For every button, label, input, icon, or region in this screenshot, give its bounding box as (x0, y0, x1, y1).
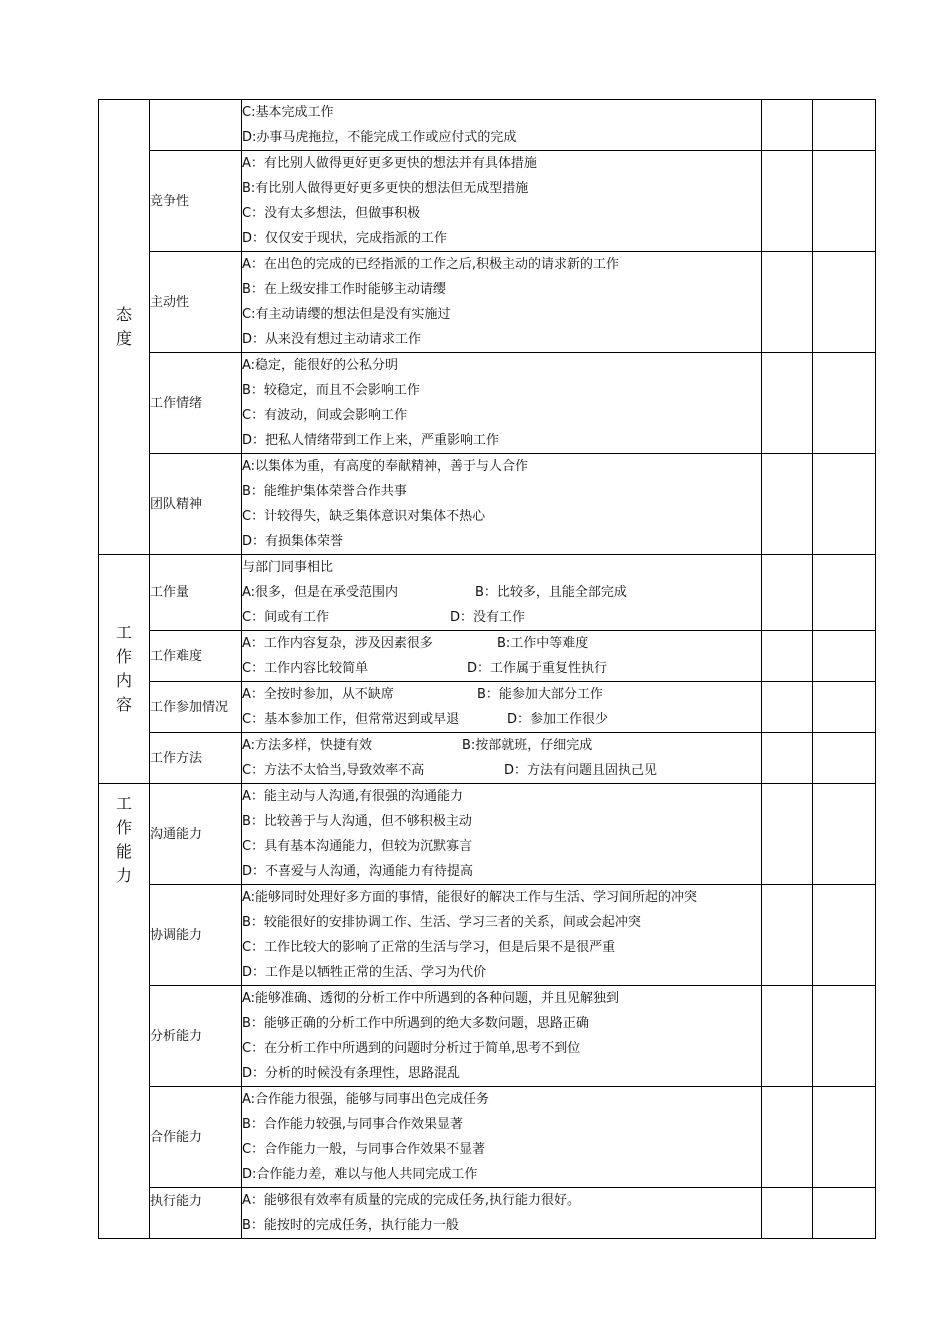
item-name: 执行能力 (150, 1194, 203, 1209)
score-cell[interactable] (813, 100, 876, 151)
criteria-line: C：合作能力一般，与同事合作效果不显著 (242, 1142, 486, 1157)
criteria-line: B：比较善于与人沟通，但不够积极主动 (242, 814, 472, 829)
option-b: B:工作中等难度 (497, 636, 589, 651)
criteria-line (242, 707, 761, 732)
criteria-line (242, 733, 761, 758)
table-row (99, 100, 876, 151)
item-name-cell (150, 986, 242, 1087)
score-cell[interactable] (762, 733, 813, 784)
criteria-line: C:有主动请缨的想法但是没有实施过 (242, 307, 451, 322)
criteria-line (242, 605, 761, 630)
option-b: B：能参加大部分工作 (477, 687, 603, 702)
criteria-line: C：具有基本沟通能力，但较为沉默寡言 (242, 839, 473, 854)
score-cell[interactable] (762, 682, 813, 733)
table-row (99, 555, 876, 631)
option-d: D：参加工作很少 (507, 712, 609, 727)
item-name-cell (150, 353, 242, 454)
criteria-cell (242, 631, 762, 682)
item-name-cell (150, 1188, 242, 1239)
criteria-line: B：能维护集体荣誉合作共事 (242, 484, 407, 499)
table-row (99, 631, 876, 682)
criteria-line: A：能主动与人沟通,有很强的沟通能力 (242, 789, 464, 804)
option-d: D：工作属于重复性执行 (467, 661, 608, 676)
score-cell[interactable] (762, 631, 813, 682)
score-cell[interactable] (762, 555, 813, 631)
score-cell[interactable] (762, 100, 813, 151)
score-cell[interactable] (762, 986, 813, 1087)
score-cell[interactable] (813, 986, 876, 1087)
table-row (99, 1188, 876, 1239)
category-cell (99, 100, 150, 555)
category-cell (99, 784, 150, 1239)
criteria-line: C：有波动，间或会影响工作 (242, 408, 408, 423)
criteria-line: D：工作是以牺牲正常的生活、学习为代价 (242, 965, 487, 980)
item-name-cell (150, 784, 242, 885)
table-row (99, 1087, 876, 1188)
table-row (99, 454, 876, 555)
criteria-cell (242, 682, 762, 733)
criteria-line: D：仅仅安于现状，完成指派的工作 (242, 231, 448, 246)
criteria-cell (242, 1188, 762, 1239)
criteria-line: A:合作能力很强，能够与同事出色完成任务 (242, 1092, 490, 1107)
score-cell[interactable] (813, 454, 876, 555)
item-name-cell (150, 454, 242, 555)
score-cell[interactable] (813, 885, 876, 986)
criteria-cell (242, 151, 762, 252)
option-b: B：比较多，且能全部完成 (475, 585, 627, 600)
criteria-line: A:以集体为重，有高度的奉献精神，善于与人合作 (242, 459, 529, 474)
criteria-line: D:合作能力差，难以与他人共同完成工作 (242, 1167, 478, 1182)
criteria-line (242, 631, 761, 656)
criteria-line: B:有比别人做得更好更多更快的想法但无成型措施 (242, 181, 529, 196)
item-name: 分析能力 (150, 1028, 203, 1044)
criteria-line: B：较稳定，而且不会影响工作 (242, 383, 420, 398)
option-d: D：没有工作 (450, 610, 526, 625)
item-name: 协调能力 (150, 927, 203, 943)
criteria-line: A：在出色的完成的已经指派的工作之后,积极主动的请求新的工作 (242, 257, 620, 272)
item-name-cell (150, 151, 242, 252)
criteria-line: B：能按时的完成任务，执行能力一般 (242, 1218, 459, 1233)
criteria-cell (242, 986, 762, 1087)
criteria-line: A：能够很有效率有质量的完成的完成任务,执行能力很好。 (242, 1193, 581, 1208)
score-cell[interactable] (762, 885, 813, 986)
item-name-cell (150, 555, 242, 631)
option-d: D：方法有问题且固执己见 (504, 763, 658, 778)
criteria-line: B：在上级安排工作时能够主动请缨 (242, 282, 446, 297)
score-cell[interactable] (762, 353, 813, 454)
criteria-line: D：把私人情绪带到工作上来，严重影响工作 (242, 433, 500, 448)
criteria-line: D:办事马虎拖拉，不能完成工作或应付式的完成 (242, 130, 517, 145)
criteria-line: C：在分析工作中所遇到的问题时分析过于简单,思考不到位 (242, 1041, 581, 1056)
evaluation-table (98, 99, 876, 1239)
item-name: 竞争性 (150, 193, 190, 209)
item-name: 工作情绪 (150, 395, 203, 411)
criteria-line (242, 758, 761, 783)
score-cell[interactable] (813, 682, 876, 733)
score-cell[interactable] (813, 733, 876, 784)
option-b: B:按部就班，仔细完成 (462, 738, 593, 753)
category-label: 态度 (115, 305, 132, 348)
item-name: 工作量 (150, 585, 190, 600)
score-cell[interactable] (813, 1087, 876, 1188)
criteria-line: C：工作比较大的影响了正常的生活与学习，但是后果不是很严重 (242, 940, 616, 955)
category-label: 工作能力 (115, 794, 132, 885)
score-cell[interactable] (762, 252, 813, 353)
criteria-line: B：较能很好的安排协调工作、生活、学习三者的关系，间或会起冲突 (242, 915, 641, 930)
criteria-cell (242, 353, 762, 454)
criteria-line: 与部门同事相比 (242, 560, 334, 575)
option-a: A：全按时参加，从不缺席 (242, 687, 394, 702)
table-row (99, 885, 876, 986)
criteria-cell (242, 784, 762, 885)
item-name-cell (150, 631, 242, 682)
score-cell[interactable] (813, 1188, 876, 1239)
option-c: C：间或有工作 (242, 610, 330, 625)
score-cell[interactable] (762, 784, 813, 885)
criteria-line (242, 656, 761, 681)
criteria-line: B：能够正确的分析工作中所遇到的绝大多数问题，思路正确 (242, 1016, 589, 1031)
score-cell[interactable] (762, 1188, 813, 1239)
score-cell[interactable] (813, 784, 876, 885)
score-cell[interactable] (813, 353, 876, 454)
table-row (99, 252, 876, 353)
item-name: 工作方法 (150, 750, 203, 766)
item-name: 合作能力 (150, 1129, 203, 1145)
table-row (99, 986, 876, 1087)
criteria-cell (242, 100, 762, 151)
item-name-cell (150, 100, 242, 151)
score-cell[interactable] (813, 252, 876, 353)
item-name-cell (150, 682, 242, 733)
criteria-cell (242, 555, 762, 631)
criteria-line: A:能够准确、透彻的分析工作中所遇到的各种问题，并且见解独到 (242, 991, 620, 1006)
category-cell (99, 555, 150, 784)
table-row (99, 733, 876, 784)
category-label: 工作内容 (115, 623, 132, 714)
score-cell[interactable] (762, 454, 813, 555)
criteria-line: D：有损集体荣誉 (242, 534, 344, 549)
item-name-cell (150, 252, 242, 353)
option-c: C：方法不太恰当,导致效率不高 (242, 763, 425, 778)
criteria-line (242, 580, 761, 605)
item-name: 沟通能力 (150, 826, 203, 842)
criteria-line: A:能够同时处理好多方面的事情，能很好的解决工作与生活、学习间所起的冲突 (242, 890, 698, 905)
criteria-line: A:稳定，能很好的公私分明 (242, 358, 399, 373)
criteria-line: C:基本完成工作 (242, 105, 334, 120)
table-row (99, 682, 876, 733)
criteria-cell (242, 454, 762, 555)
table-row (99, 353, 876, 454)
criteria-cell (242, 252, 762, 353)
criteria-line: D：不喜爱与人沟通，沟通能力有待提高 (242, 864, 474, 879)
criteria-line: D：从来没有想过主动请求工作 (242, 332, 422, 347)
option-c: C：工作内容比较简单 (242, 661, 369, 676)
item-name: 工作参加情况 (150, 699, 229, 715)
table-row (99, 784, 876, 885)
criteria-line: C：没有太多想法，但做事积极 (242, 206, 421, 221)
criteria-line: D：分析的时候没有条理性，思路混乱 (242, 1066, 461, 1081)
item-name: 团队精神 (150, 496, 203, 512)
criteria-line (242, 682, 761, 707)
option-a: A：工作内容复杂，涉及因素很多 (242, 636, 433, 651)
criteria-line: C：计较得失，缺乏集体意识对集体不热心 (242, 509, 486, 524)
item-name: 主动性 (150, 294, 190, 310)
option-a: A:方法多样，快捷有效 (242, 738, 373, 753)
score-cell[interactable] (813, 555, 876, 631)
item-name: 工作难度 (150, 648, 203, 664)
option-a: A:很多，但是在承受范围内 (242, 585, 399, 600)
criteria-cell (242, 885, 762, 986)
criteria-line: B：合作能力较强,与同事合作效果显著 (242, 1117, 464, 1132)
score-cell[interactable] (813, 631, 876, 682)
criteria-cell (242, 733, 762, 784)
option-c: C：基本参加工作，但常常迟到或早退 (242, 712, 460, 727)
item-name-cell (150, 733, 242, 784)
score-cell[interactable] (762, 151, 813, 252)
score-cell[interactable] (813, 151, 876, 252)
score-cell[interactable] (762, 1087, 813, 1188)
table-row (99, 151, 876, 252)
item-name-cell (150, 885, 242, 986)
item-name-cell (150, 1087, 242, 1188)
criteria-line: A：有比别人做得更好更多更快的想法并有具体措施 (242, 156, 537, 171)
criteria-cell (242, 1087, 762, 1188)
